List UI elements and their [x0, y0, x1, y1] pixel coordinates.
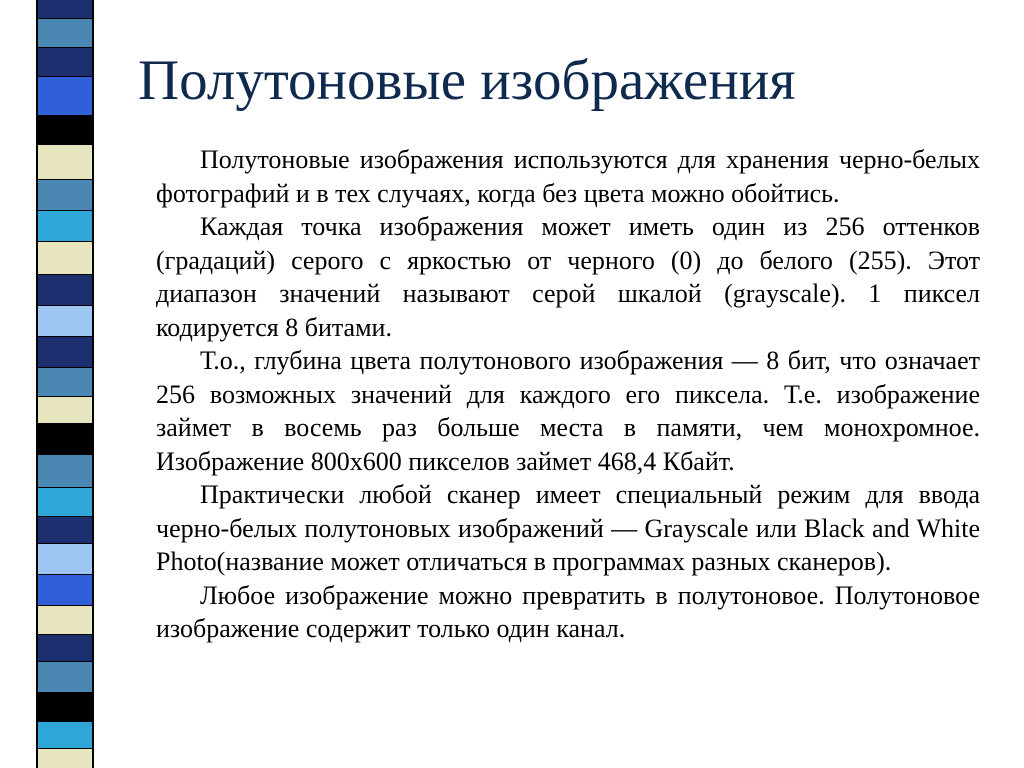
stripe-segment — [38, 145, 92, 180]
stripe-segment — [38, 575, 92, 606]
stripe-segment — [38, 0, 92, 19]
stripe-segment — [38, 275, 92, 306]
stripe-segment — [38, 517, 92, 544]
stripe-segment — [38, 424, 92, 455]
stripe-segment — [38, 749, 92, 768]
stripe-segment — [38, 337, 92, 368]
paragraph-2: Каждая точка изображения может иметь один из 256 оттенков (градаций) серого с яркостью от черного (0) до белого (255). Этот диапазон значений называют серой шкалой (grayscale). 1 пиксел кодируется 8 битами. — [156, 212, 980, 342]
stripe-segment — [38, 488, 92, 517]
slide-title: Полутоновые изображения — [138, 49, 796, 112]
paragraph-3: Т.о., глубина цвета полутонового изображения — 8 бит, что означает 256 возможных значений для каждого его пиксела. Т.е. изображение займет в восемь раз больше места в памяти, чем монохромное. Изображение 800х600 пикселов займет 468,4 Кбайт. — [156, 346, 980, 476]
stripe-segment — [38, 693, 92, 722]
stripe-segment — [38, 116, 92, 145]
stripe-segment — [38, 19, 92, 48]
stripe-segment — [38, 211, 92, 242]
stripe-segment — [38, 180, 92, 211]
stripe-segment — [38, 397, 92, 424]
stripe-segment — [38, 242, 92, 275]
stripe-segment — [38, 662, 92, 693]
stripe-segment — [38, 606, 92, 635]
stripe-segment — [38, 455, 92, 488]
paragraph-4: Практически любой сканер имеет специальный режим для ввода черно-белых полутоновых изображений — Grayscale или Black and White Photo(название может отличаться в программах разных сканеров). — [156, 480, 980, 576]
slide-body — [156, 143, 980, 646]
stripe-segment — [38, 722, 92, 749]
stripe-segment — [38, 77, 92, 116]
stripe-segment — [38, 544, 92, 575]
decorative-stripe-bar — [36, 0, 94, 768]
paragraph-5: Любое изображение можно превратить в полутоновое. Полутоновое изображение содержит только один канал. — [156, 580, 980, 643]
stripe-segment — [38, 635, 92, 662]
stripe-segment — [38, 306, 92, 337]
stripe-segment — [38, 368, 92, 397]
paragraph-1: Полутоновые изображения используются для хранения черно-белых фотографий и в тех случаях, когда без цвета можно обойтись. — [156, 145, 980, 208]
stripe-segment — [38, 48, 92, 77]
